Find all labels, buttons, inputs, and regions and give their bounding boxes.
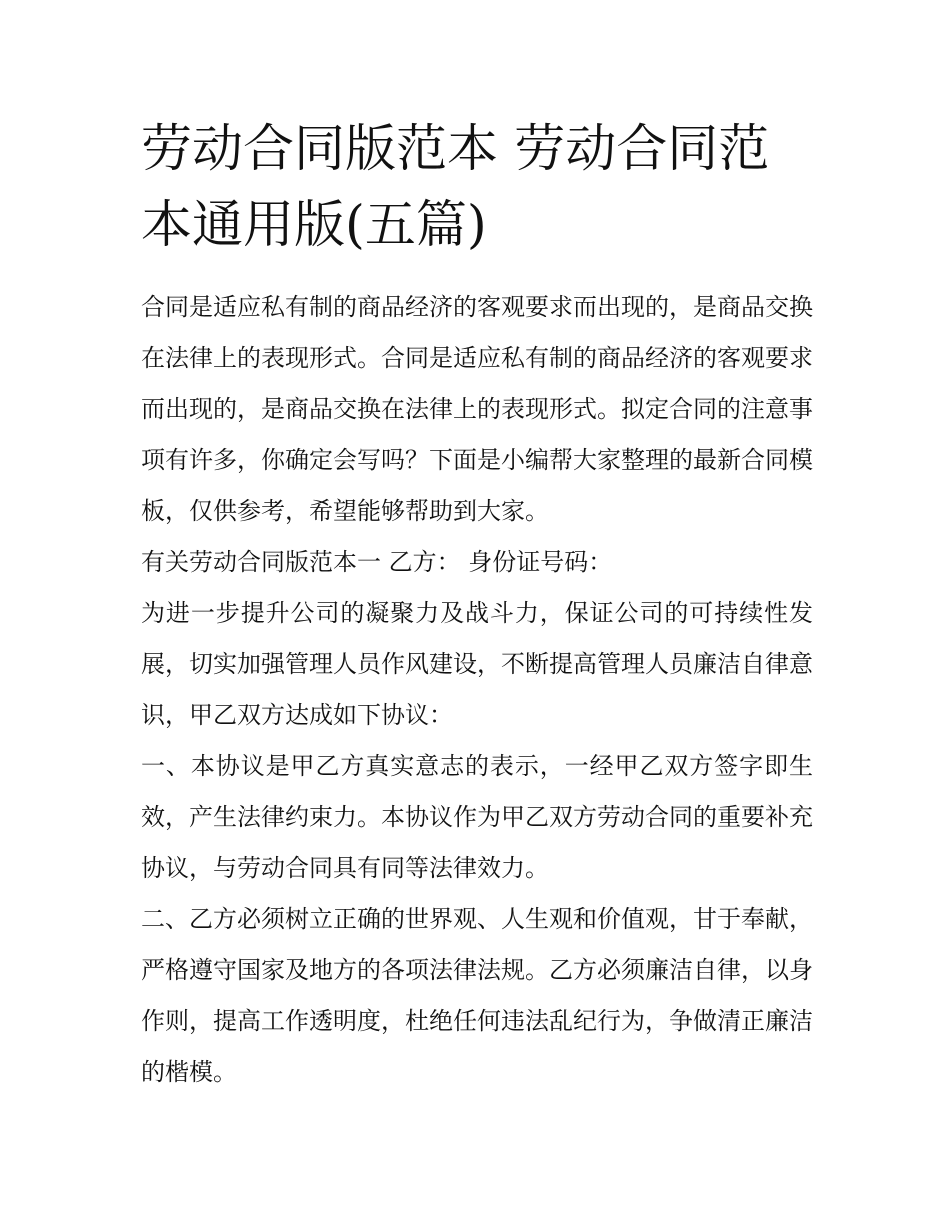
document-title: 劳动合同版范本 劳动合同范本通用版(五篇) [141,120,770,255]
document-page [141,112,813,1098]
agreement-preamble-paragraph: 为进一步提升公司的凝聚力及战斗力，保证公司的可持续性发展，切实加强管理人员作风建设，不断提高管理人员廉洁自律意识，甲乙双方达成如下协议： [141,599,813,729]
document-body [141,282,813,1098]
intro-paragraph: 合同是适应私有制的商品经济的客观要求而出现的，是商品交换在法律上的表现形式。合同是适应私有制的商品经济的客观要求而出现的，是商品交换在法律上的表现形式。拟定合同的注意事项有许多，你确定会写吗？下面是小编帮大家整理的最新合同模板，仅供参考，希望能够帮助到大家。 [141,293,813,525]
clause-one-paragraph: 一、本协议是甲乙方真实意志的表示，一经甲乙双方签字即生效，产生法律约束力。本协议作为甲乙双方劳动合同的重要补充协议，与劳动合同具有同等法律效力。 [141,752,813,882]
clause-two-paragraph: 二、乙方必须树立正确的世界观、人生观和价值观，甘于奉献，严格遵守国家及地方的各项法律法规。乙方必须廉洁自律，以身作则，提高工作透明度，杜绝任何违法乱纪行为，争做清正廉洁的楷模。 [141,905,813,1086]
section-heading-paragraph: 有关劳动合同版范本一 乙方： 身份证号码： [141,548,613,576]
